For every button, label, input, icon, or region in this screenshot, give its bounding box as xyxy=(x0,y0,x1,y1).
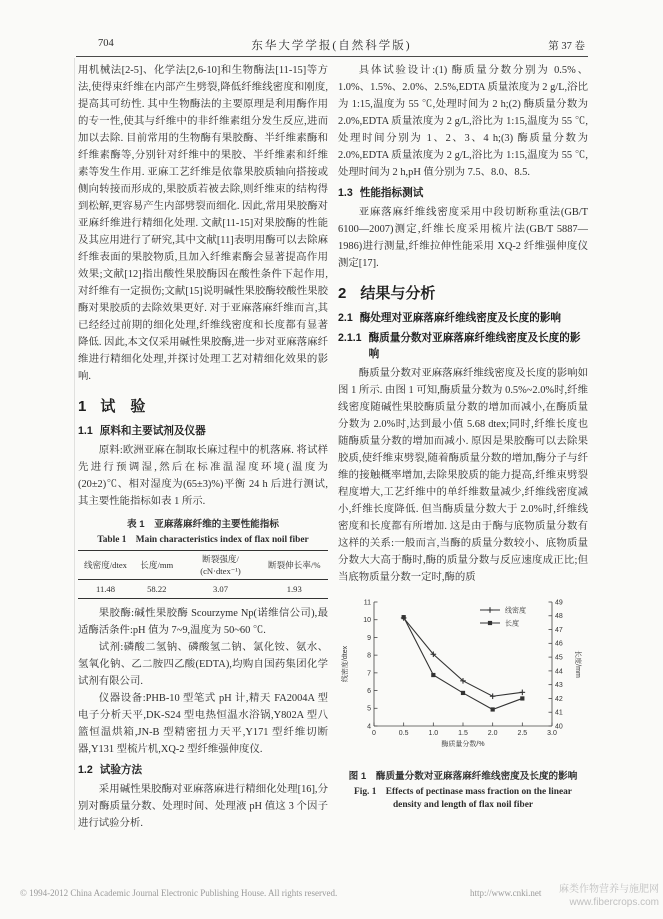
col-breaking-strength: 断裂强度/ (cN·dtex⁻¹) xyxy=(181,551,261,580)
pectinase-paragraph: 果胶酶:碱性果胶酶 Scourzyme Np(诺维信公司),最适酶活条件:pH 值为 7~9,温度为 50~60 ℃. xyxy=(78,608,328,636)
section-1-1-heading xyxy=(78,423,328,439)
cnki-url: http://www.cnki.net xyxy=(470,888,542,898)
scan-artifact-line xyxy=(74,58,75,830)
svg-text:线密度/dtex: 线密度/dtex xyxy=(342,645,349,683)
reagent-paragraph: 试剂:磷酸二氢钠、磷酸氢二钠、氯化铵、氨水、氢氧化钠、乙二胺四乙酸(EDTA),均购自国药集团化学试剂有限公司. xyxy=(78,642,328,687)
figure-caption-en: Fig. 1 Effects of pectinase mass fraction on the linear density and length of flax noil fiber xyxy=(354,787,572,810)
svg-text:46: 46 xyxy=(555,640,563,648)
col-breaking-elongation: 断裂伸长率/% xyxy=(261,551,329,580)
svg-text:42: 42 xyxy=(555,695,563,703)
svg-text:长度: 长度 xyxy=(505,620,519,628)
section-1-3-title: 性能指标测试 xyxy=(359,187,424,199)
intro-paragraph: 用机械法[2-5]、化学法[2,6-10]和生物酶法[11-15]等方法,使得束纤维在内部产生劈裂,降低纤维线密度和刚度,提高其可纺性. 其中生物酶法的主要原理是利用酶作用的专一性,使其与纤维中的非纤维素组分发生反应,进而加以去除. 目前常用的生物酶有果胶酶、半纤维素酶和纤维素酶等,分别针对纤维中的果胶、半纤维素和纤维素等发生作用. 亚麻工艺纤维是依靠果胶质轴向搭接或侧向转接而形成的,果胶质若被去除,则纤维束的结构得到松解,更容易产生内部劈裂而细化. 因此,常用果胶酶对亚麻纤维进行精细化处理. 文献[11-15]对果胶酶的性能及其应用进行了研究,其中文献[11]表明用酶可以去除麻纤维表面的果胶物质,且加入纤维素酶会显著提高作用效果;文献[12]指出酸性果胶酶因在酸性条件下起作用,对纤维有一定损伤;文献[15]说明碱性果胶酶较酸性果胶酶对果胶质的去除效果更好. 对于亚麻落麻纤维而言,其已经经过前期的细化处理,纤维线密度和长度都有显著降低. 因此,本文仅采用碱性果胶酶,进一步对亚麻落麻纤维进行精细化处理,并探讨处理工艺对精细化效果的影响. xyxy=(78,65,328,382)
svg-text:41: 41 xyxy=(555,709,563,717)
svg-text:9: 9 xyxy=(367,634,371,642)
section-1-1-number: 1.1 xyxy=(78,425,93,437)
svg-text:40: 40 xyxy=(555,723,563,731)
svg-text:1.0: 1.0 xyxy=(428,730,439,737)
table-caption-en: Table 1 Main characteristics index of flax noil fiber xyxy=(97,535,309,545)
value-breaking-strength: 3.07 xyxy=(212,584,229,594)
value-breaking-elongation: 1.93 xyxy=(286,584,302,594)
svg-text:0.5: 0.5 xyxy=(398,730,409,737)
svg-text:47: 47 xyxy=(555,626,563,634)
watermark xyxy=(559,883,659,909)
material-paragraph: 原料:欧洲亚麻在制取长麻过程中的机落麻. 将试样先进行预调湿,然后在标准温湿度环境(温度为(20±2)℃、相对湿度为(65±3)%)平衡 24 h 后进行测试,其主要性能指标如表 1 所示. xyxy=(78,445,328,507)
watermark-line2: www.fibercrops.com xyxy=(569,897,659,908)
table-row xyxy=(78,580,328,599)
svg-text:2.5: 2.5 xyxy=(517,730,528,737)
page-number: 704 xyxy=(98,38,114,49)
svg-text:49: 49 xyxy=(555,599,563,607)
col-length: 长度/mm xyxy=(133,551,181,580)
result-paragraph: 酶质量分数对亚麻落麻纤维线密度及长度的影响如图 1 所示. 由图 1 可知,酶质量分数为 0.5%~2.0%时,纤维线密度随碱性果胶酶质量分数的增加而减小,在酶质量分数为 2.0%时,达到最小值 5.68 dtex;同时,纤维长度也随酶质量分数的增加而减小. 原因是果胶酶可以去除果胶质,使纤维束劈裂,随着酶质量分数的增加,酶分子与纤维的接触概率增加,去除果胶质的能力提高,纤维束劈裂程度增大,工艺纤维中的单纤维数量减少,纤维线密度减小,纤维长度降低. 但当酶质量分数大于 2.0%时,纤维线密度和长度都有所增加. 这是由于酶与底物质量分数有这样的关系:一般而言,当酶的质量分数较小、底物质量分数大大高于酶时,酶的质量分数与反应速度成正比;但当底物质量分数一定时,酶的质 xyxy=(338,368,588,583)
svg-text:2.0: 2.0 xyxy=(487,730,498,737)
journal-title: 东华大学学报(自然科学版) xyxy=(251,40,412,52)
copyright-notice: © 1994-2012 China Academic Journal Electronic Publishing House. All rights reserved. xyxy=(20,888,338,898)
svg-text:45: 45 xyxy=(555,654,563,662)
table-header-row xyxy=(78,551,328,580)
svg-text:6: 6 xyxy=(367,687,371,695)
svg-text:7: 7 xyxy=(367,670,371,678)
section-1-2-number: 1.2 xyxy=(78,764,93,776)
section-2-heading xyxy=(338,282,588,303)
value-length: 58.22 xyxy=(147,584,167,594)
right-column xyxy=(338,62,588,886)
svg-text:8: 8 xyxy=(367,652,371,660)
svg-text:1.5: 1.5 xyxy=(458,730,468,737)
svg-text:4: 4 xyxy=(367,723,371,731)
section-1-number: 1 xyxy=(78,398,87,415)
section-2-1-number: 2.1 xyxy=(338,312,353,324)
svg-text:0: 0 xyxy=(372,730,376,737)
instrument-paragraph: 仪器设备:PHB-10 型笔式 pH 计,精天 FA2004A 型电子分析天平,DK-S24 型电热恒温水浴锅,Y802A 型八篮恒温烘箱,JN-B 型精密扭力天平,Y171 型纤维切断器,Y131 型梳片机,XQ-2 型纤维强伸度仪. xyxy=(78,693,328,755)
section-1-1-title: 原料和主要试剂及仪器 xyxy=(99,425,206,437)
svg-text:5: 5 xyxy=(367,705,371,713)
section-2-1-1-heading xyxy=(338,330,588,362)
section-1-2-title: 试验方法 xyxy=(99,764,143,776)
svg-text:长度/mm: 长度/mm xyxy=(574,650,581,678)
header-rule xyxy=(76,56,588,57)
section-2-1-1-number: 2.1.1 xyxy=(338,332,362,344)
svg-text:43: 43 xyxy=(555,682,563,690)
value-linear-density: 11.48 xyxy=(95,584,116,594)
figure-caption-zh: 图 1 酶质量分数对亚麻落麻纤维线密度及长度的影响 xyxy=(348,771,578,782)
test-paragraph: 亚麻落麻纤维线密度采用中段切断称重法(GB/T 6100—2007)测定,纤维长度采用梳片法(GB/T 5887—1986)进行测量,纤维拉伸性能采用 XQ-2 纤维强伸度仪测定[17]. xyxy=(338,207,588,269)
section-2-1-title: 酶处理对亚麻落麻纤维线密度及长度的影响 xyxy=(359,312,562,324)
section-2-1-1-title: 酶质量分数对亚麻落麻纤维线密度及长度的影响 xyxy=(368,332,581,360)
figure-chart xyxy=(338,590,588,762)
svg-text:10: 10 xyxy=(363,617,371,625)
svg-text:酶质量分数/%: 酶质量分数/% xyxy=(441,741,485,748)
section-2-title: 结果与分析 xyxy=(360,285,436,302)
table-caption-zh: 表 1 亚麻落麻纤维的主要性能指标 xyxy=(127,519,279,530)
section-1-3-number: 1.3 xyxy=(338,187,353,199)
method-paragraph: 采用碱性果胶酶对亚麻落麻进行精细化处理[16],分别对酶质量分数、处理时间、处理液 pH 值这 3 个因子进行试验分析. xyxy=(78,784,328,829)
watermark-line1: 麻类作物营养与施肥网 xyxy=(559,884,659,895)
svg-text:11: 11 xyxy=(363,599,371,607)
section-1-heading xyxy=(78,395,328,416)
svg-text:3.0: 3.0 xyxy=(547,730,557,737)
section-1-3-heading xyxy=(338,185,588,201)
section-2-number: 2 xyxy=(338,285,347,302)
figure-1 xyxy=(338,590,588,812)
section-1-2-heading xyxy=(78,762,328,778)
design-paragraph: 具体试验设计:(1) 酶质量分数分别为 0.5%、1.0%、1.5%、2.0%、2.5%,EDTA 质量浓度为 2 g/L,浴比为 1:15,温度为 55 ℃,处理时间为 2 h;(2) 酶质量分数为 2.0%,EDTA 质量浓度为 2 g/L,浴比为 1:15,温度为 55 ℃,处理时间分别为 1、2、3、4 h;(3) 酶质量分数为 2.0%,EDTA 质量浓度为 2 g/L,浴比为 1:15,温度为 55 ℃,处理时间为 2 h,pH 值分别为 7.5、8.0、8.5. xyxy=(338,65,588,178)
section-1-title: 试 验 xyxy=(100,398,146,415)
col-linear-density: 线密度/dtex xyxy=(78,551,133,580)
svg-text:线密度: 线密度 xyxy=(505,607,526,615)
fiber-properties-table xyxy=(78,550,328,599)
svg-text:44: 44 xyxy=(555,668,563,676)
left-column xyxy=(78,62,328,886)
section-2-1-heading xyxy=(338,310,588,326)
volume-label: 第 37 卷 xyxy=(548,41,585,52)
svg-text:48: 48 xyxy=(555,613,563,621)
